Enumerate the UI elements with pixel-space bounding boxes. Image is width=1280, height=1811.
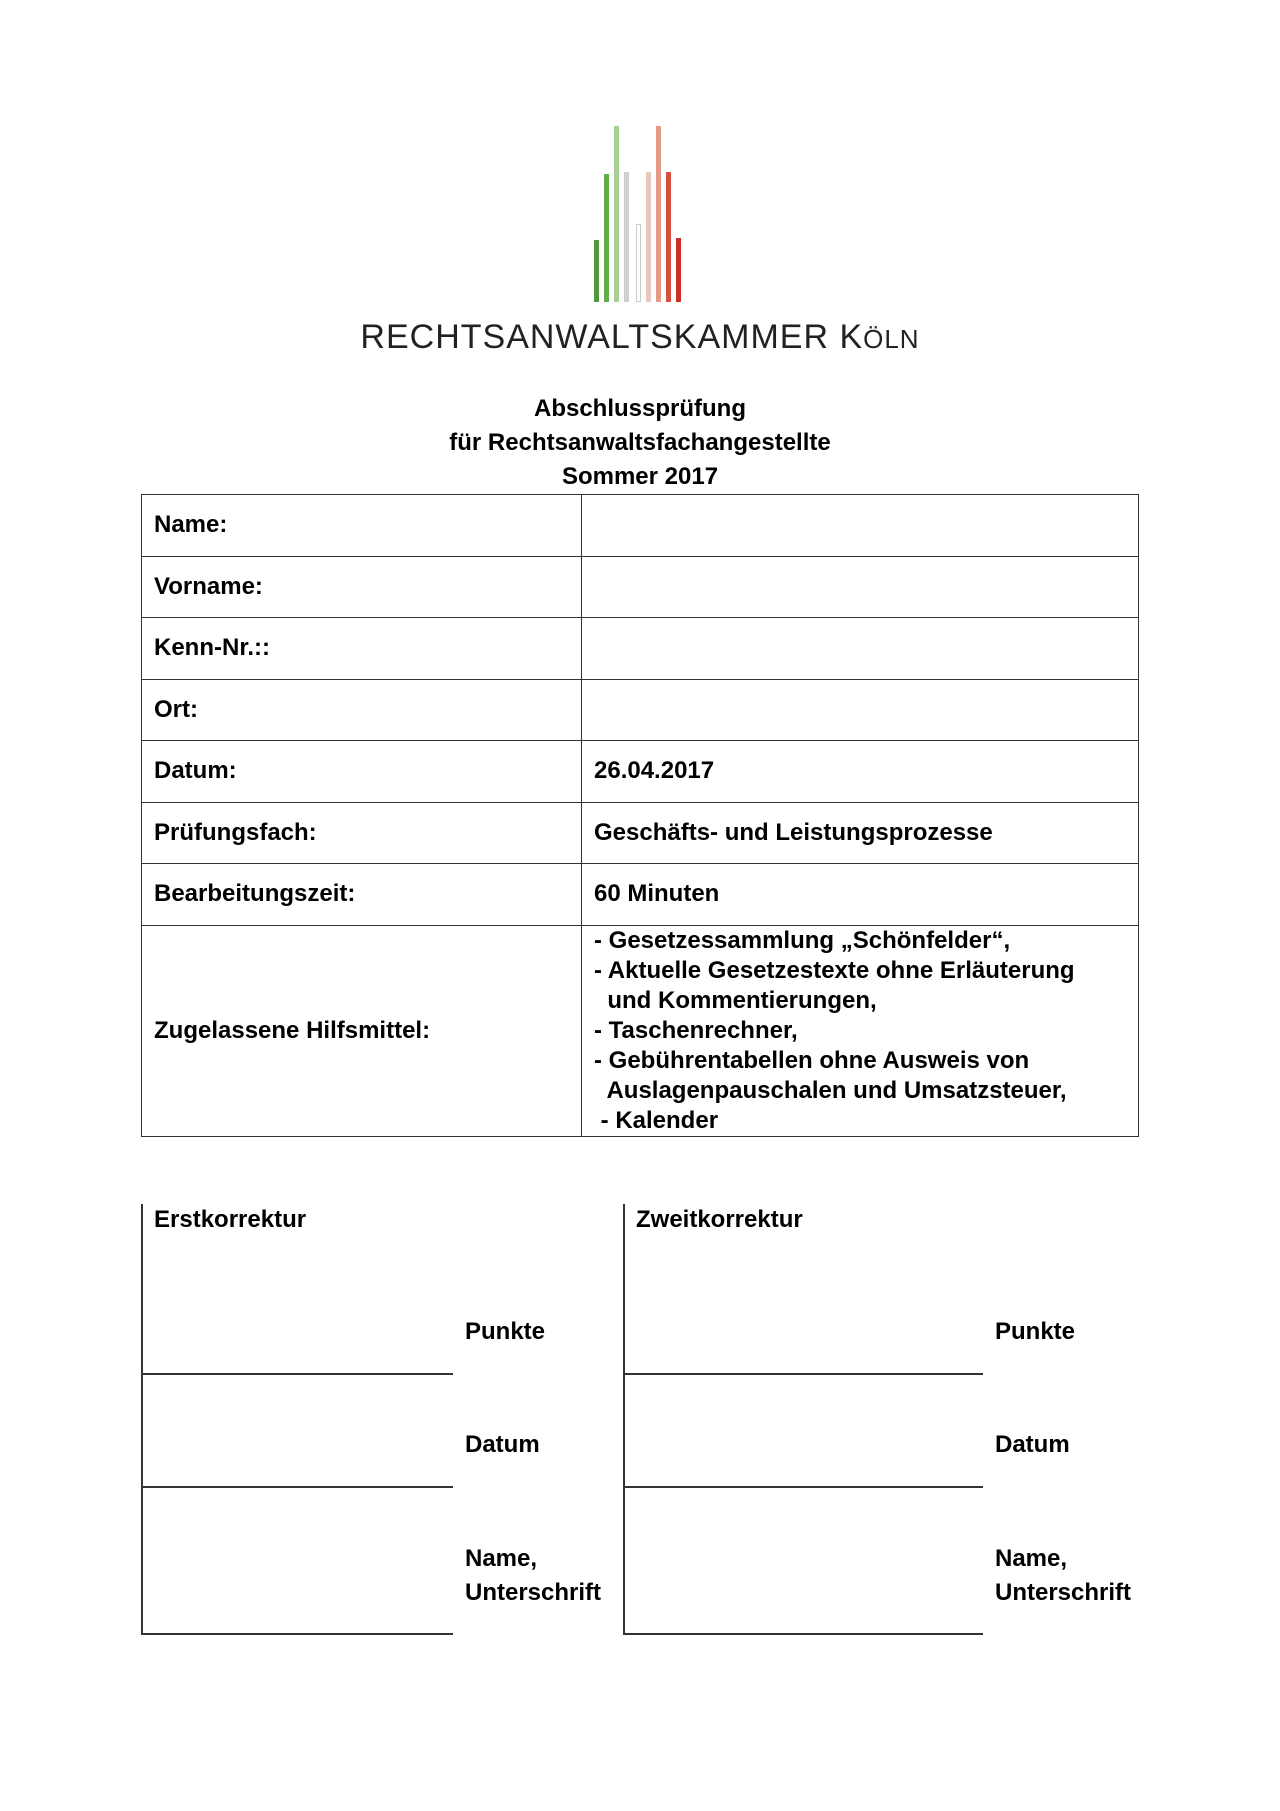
logo-bar	[666, 172, 671, 302]
second-date-label: Datum	[995, 1431, 1070, 1458]
first-correction-border	[141, 1204, 143, 1634]
logo-bar	[604, 174, 609, 302]
list-item: Auslagenpauschalen und Umsatzsteuer,	[594, 1076, 1067, 1104]
id-number-field[interactable]	[582, 618, 1139, 680]
logo-bar	[676, 238, 681, 302]
table-row	[142, 864, 1139, 926]
table-row	[142, 802, 1139, 864]
heading-line-1: Abschlussprüfung	[533, 395, 746, 422]
list-item: - Gesetzessammlung „Schönfelder“,	[594, 926, 1011, 954]
logo-wordmark: RECHTSANWALTSKAMMER KÖLN	[360, 318, 920, 356]
first-signature-line[interactable]	[141, 1633, 453, 1635]
second-date-line[interactable]	[623, 1486, 983, 1488]
first-name-label: Name,	[465, 1545, 538, 1572]
first-correction-title: Erstkorrektur	[154, 1206, 307, 1233]
second-correction-title: Zweitkorrektur	[636, 1206, 803, 1233]
row-label: Prüfungsfach:	[142, 802, 582, 864]
subject-value: Geschäfts- und Leistungsprozesse	[582, 802, 1139, 864]
first-points-line[interactable]	[141, 1373, 453, 1375]
row-label: Kenn-Nr.::	[142, 618, 582, 680]
first-date-line[interactable]	[141, 1486, 453, 1488]
row-label: Name:	[142, 495, 582, 557]
row-label: Ort:	[142, 679, 582, 741]
name-field[interactable]	[582, 495, 1139, 557]
second-correction-border	[623, 1204, 625, 1634]
first-date-label: Datum	[465, 1431, 540, 1458]
permitted-aids-list	[594, 926, 1126, 1136]
table-row	[142, 618, 1139, 680]
location-field[interactable]	[582, 679, 1139, 741]
second-name-label: Name,	[995, 1545, 1068, 1572]
duration-value: 60 Minuten	[582, 864, 1139, 926]
first-signature-label: Unterschrift	[465, 1579, 602, 1606]
logo-bar	[656, 126, 661, 302]
chamber-logo	[0, 0, 1280, 360]
row-label: Zugelassene Hilfsmittel:	[142, 925, 582, 1136]
permitted-aids-cell	[582, 925, 1139, 1136]
heading-line-2: für Rechtsanwaltsfachangestellte	[449, 429, 831, 456]
second-points-label: Punkte	[995, 1318, 1076, 1345]
logo-bar	[614, 126, 619, 302]
date-value: 26.04.2017	[582, 741, 1139, 803]
second-signature-line[interactable]	[623, 1633, 983, 1635]
table-row	[142, 925, 1139, 1136]
list-item: - Taschenrechner,	[594, 1016, 798, 1044]
heading-line-3: Sommer 2017	[561, 463, 719, 490]
table-row	[142, 741, 1139, 803]
second-points-line[interactable]	[623, 1373, 983, 1375]
logo-bars	[590, 120, 710, 302]
exam-heading	[0, 392, 1280, 494]
first-name-field[interactable]	[582, 556, 1139, 618]
row-label: Datum:	[142, 741, 582, 803]
logo-bar	[636, 224, 641, 302]
list-item: - Kalender	[594, 1106, 719, 1134]
table-row	[142, 679, 1139, 741]
logo-bar	[646, 172, 651, 302]
logo-bar	[624, 172, 629, 302]
table-row	[142, 495, 1139, 557]
list-item: und Kommentierungen,	[594, 986, 877, 1014]
table-row	[142, 556, 1139, 618]
first-points-label: Punkte	[465, 1318, 546, 1345]
second-signature-label: Unterschrift	[995, 1579, 1132, 1606]
list-item: - Gebührentabellen ohne Ausweis von	[594, 1046, 1030, 1074]
list-item: - Aktuelle Gesetzestexte ohne Erläuterung	[594, 956, 1075, 984]
row-label: Vorname:	[142, 556, 582, 618]
candidate-info-table	[141, 494, 1139, 1137]
row-label: Bearbeitungszeit:	[142, 864, 582, 926]
logo-bar	[594, 240, 599, 302]
